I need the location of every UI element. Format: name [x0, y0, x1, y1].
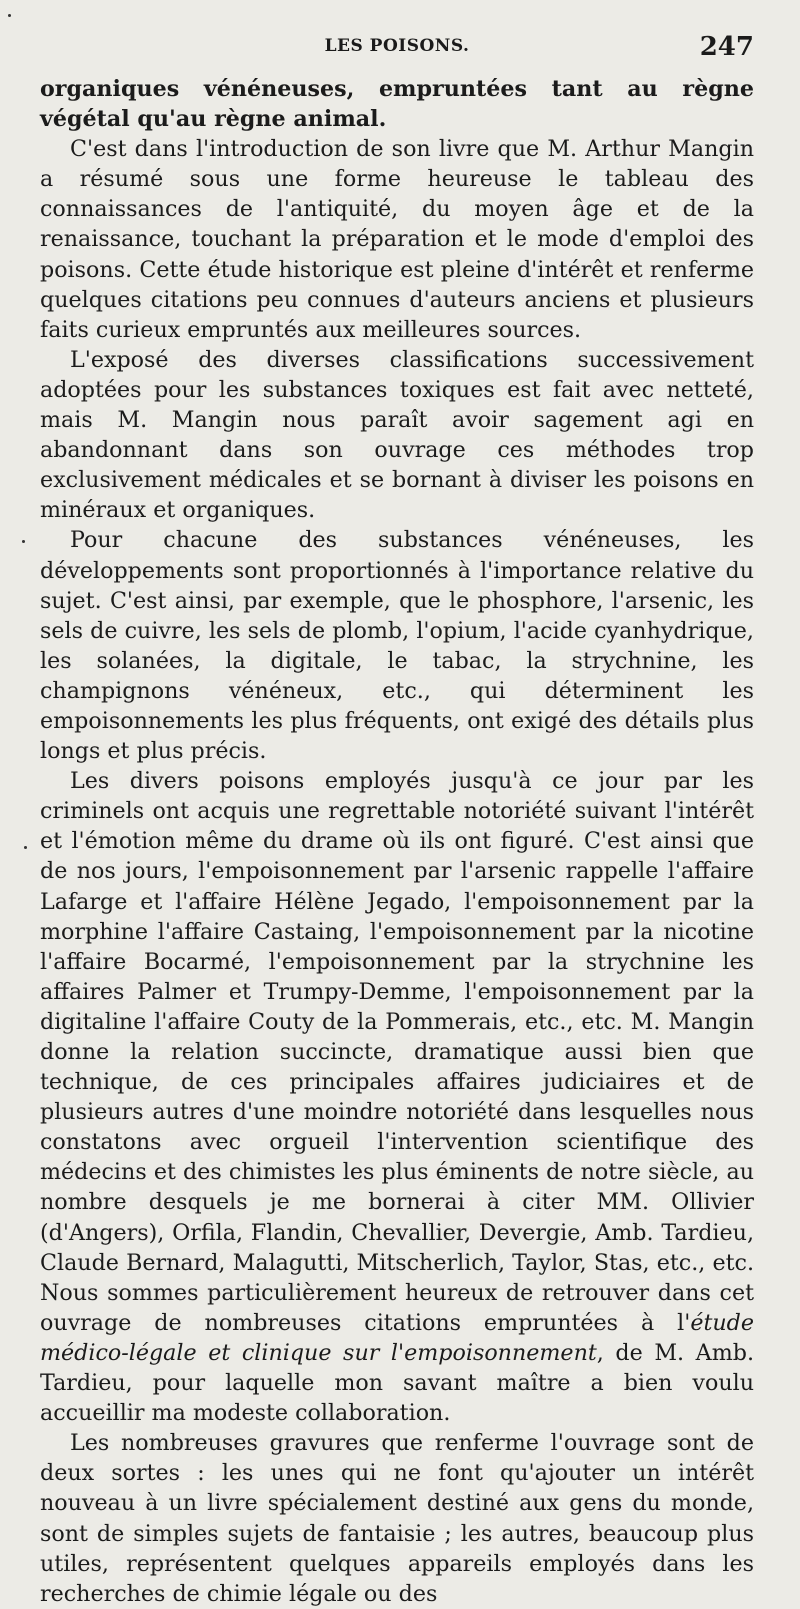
paragraph-criminal-cases-text: Les divers poisons employés jusqu'à ce jour par les criminels ont acquis une regrettable notoriété suivant l'intérêt et l'émotion même du drame où ils ont figuré. C'est ainsi que de nos jours, l'empoisonnement par l'arsenic rappelle l'affaire Lafarge et l'affaire Hélène Jegado, l'empoisonnement par la morphine l'affaire Castaing, l'empoisonnement par la nicotine l'affaire Bocarmé, l'empoisonnement par la strychnine les affaires Palmer et Trumpy-Demme, l'empoisonnement par la digitaline l'affaire Couty de la Pommerais, etc., etc. M. Mangin donne la relation succincte, dramatique aussi bien que technique, de ces principales affaires judiciaires et de plusieurs autres d'une moindre notoriété dans lesquelles nous constatons avec orgueil l'intervention scientifique des médecins et des chimistes les plus éminents de notre siècle, au nombre desquels je me bornerai à citer MM. Ollivier (d'Angers), Orfila, Flandin, Chevallier, Devergie, Amb. Tardieu, Claude Bernard, Malagutti, Mitscherlich, Taylor, Stas, etc., etc. Nous sommes particulièrement heureux de retrouver dans cet ouvrage de nombreuses citations empruntées à l' — [40, 768, 754, 1336]
paragraph-engravings: Les nombreuses gravures que renferme l'ouvrage sont de deux sortes : les unes qui ne font qu'ajouter un intérêt nouveau à un livre spécialement destiné aux gens du monde, sont de simples sujets de fantaisie ; les autres, beaucoup plus utiles, représentent quelques appareils employés dans les recherches de chimie légale ou des — [40, 1430, 754, 1607]
running-header — [40, 32, 754, 74]
running-title: LES POISONS. — [324, 36, 470, 56]
paragraph-substances: Pour chacune des substances vénéneuses, les développements sont proportionnés à l'importance relative du sujet. C'est ainsi, par exemple, que le phosphore, l'arsenic, les sels de cuivre, les sels de plomb, l'opium, l'acide cyanhydrique, les solanées, la digitale, le tabac, la strychnine, les champignons vénéneux, etc., qui déterminent les empoisonnements les plus fréquents, ont exigé des détails plus longs et plus précis. — [40, 527, 754, 765]
paragraph-criminal-cases — [40, 766, 754, 1428]
cited-work-title: étude médico-légale et clinique sur l'empoisonnement — [40, 1309, 754, 1366]
body-text — [40, 74, 754, 1609]
paragraph-classifications: L'exposé des diverses classifications successivement adoptées pour les substances toxiques est fait avec netteté, mais M. Mangin nous paraît avoir sagement agi en abandonnant dans son ouvrage ces méthodes trop exclusivement médicales et se bornant à diviser les poisons en minéraux et organiques. — [40, 346, 754, 524]
paragraph-criminal-cases-end: , de M. Amb. Tardieu, pour laquelle mon savant maître a bien voulu accueillir ma modeste collaboration. — [40, 1339, 755, 1427]
print-speck — [24, 846, 27, 849]
print-speck — [8, 14, 11, 17]
print-speck — [22, 540, 25, 543]
paragraph-continuation: organiques vénéneuses, empruntées tant au règne végétal qu'au règne animal. — [40, 76, 754, 133]
page-number: 247 — [699, 32, 754, 62]
paragraph-introduction: C'est dans l'introduction de son livre que M. Arthur Mangin a résumé sous une forme heureuse le tableau des connaissances de l'antiquité, du moyen âge et de la renaissance, touchant la préparation et le mode d'emploi des poisons. Cette étude historique est pleine d'intérêt et renferme quelques citations peu connues d'auteurs anciens et plusieurs faits curieux empruntés aux meilleures sources. — [40, 136, 754, 343]
